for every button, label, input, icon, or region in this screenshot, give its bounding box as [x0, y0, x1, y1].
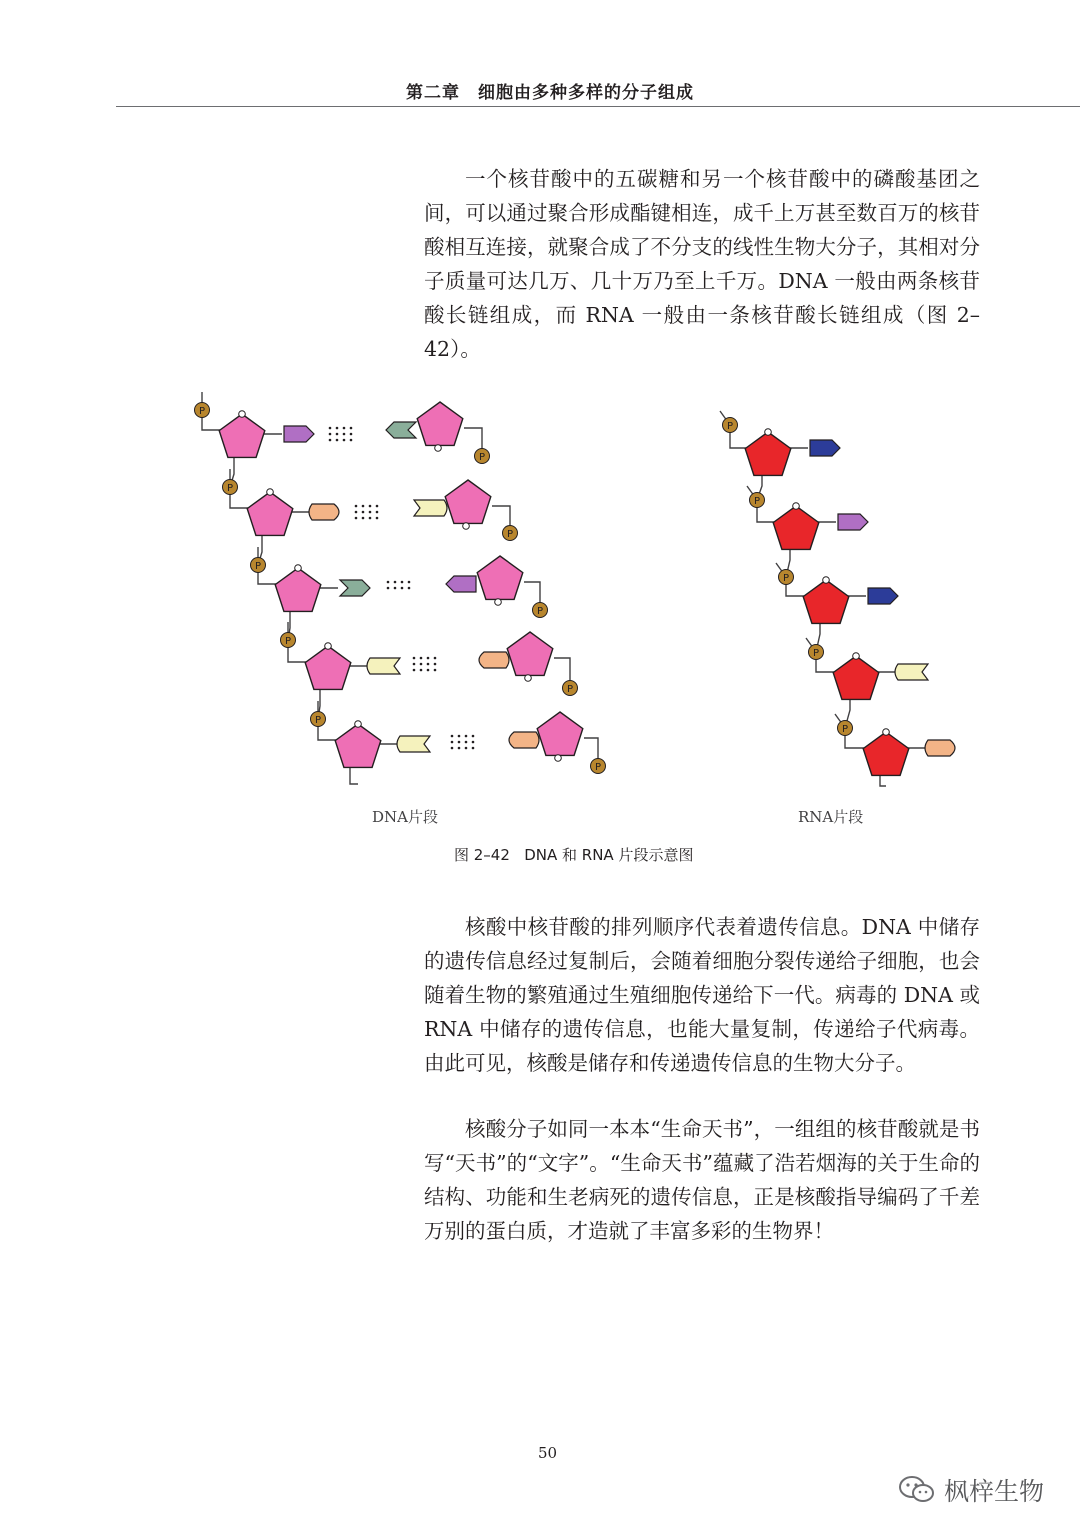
paragraph-genetic-info: 核酸中核苷酸的排列顺序代表着遗传信息。DNA 中储存的遗传信息经过复制后，会随着细胞分裂传递给子细胞，也会随着生物的繁殖通过生殖细胞传递给下一代。病毒的 DNA 或 RNA 中储存的遗传信息，也能大量复制，传递给子代病毒。由此可见，核酸是储存和传递遗传信息的生物大分子。: [424, 915, 980, 1075]
nitrogenous-base-blue: [810, 440, 840, 456]
page-number: 50: [538, 1444, 558, 1462]
hydrogen-bond-dot: [369, 517, 372, 520]
hydroxyl-dot: [823, 577, 830, 584]
deoxyribose-sugar: [247, 492, 293, 535]
deoxyribose-sugar: [863, 732, 909, 775]
hydroxyl-dot: [267, 489, 274, 496]
hydroxyl-dot: [355, 721, 362, 728]
hydroxyl-dot: [495, 599, 502, 606]
deoxyribose-sugar: [275, 568, 321, 611]
deoxyribose-sugar: [833, 656, 879, 699]
hydrogen-bond-dot: [387, 587, 390, 590]
hydrogen-bond-dot: [434, 657, 437, 660]
phosphate-label: P: [314, 715, 322, 726]
phosphate-label: P: [506, 529, 514, 540]
nitrogenous-base-purple: [838, 514, 868, 530]
phosphate-label: P: [536, 606, 544, 617]
hydrogen-bond-dot: [343, 427, 346, 430]
hydroxyl-dot: [239, 411, 246, 418]
hydrogen-bond-dot: [355, 505, 358, 508]
hydrogen-bond-dot: [329, 433, 332, 436]
hydrogen-bond-dot: [427, 663, 430, 666]
chapter-title: 第二章 细胞由多种多样的分子组成: [406, 83, 694, 103]
watermark-text: 枫梓生物: [944, 1477, 1045, 1506]
nitrogenous-base-orange: [309, 504, 339, 520]
rna-fragment-label: RNA片段: [798, 808, 864, 826]
hydrogen-bond-dot: [427, 657, 430, 660]
hydrogen-bond-dot: [362, 505, 365, 508]
deoxyribose-sugar: [219, 414, 265, 457]
hydrogen-bond-dot: [329, 439, 332, 442]
hydrogen-bond-dot: [394, 581, 397, 584]
hydrogen-bond-dot: [387, 581, 390, 584]
dna-rna-figure: [180, 380, 1000, 810]
hydrogen-bond-dot: [451, 735, 454, 738]
hydrogen-bond-dot: [434, 663, 437, 666]
nitrogenous-base-green: [386, 422, 416, 438]
hydrogen-bond-dot: [413, 657, 416, 660]
phosphate-label: P: [284, 636, 292, 647]
hydrogen-bond-dot: [408, 581, 411, 584]
hydrogen-bond-dot: [465, 741, 468, 744]
phosphate-label: P: [812, 648, 820, 659]
hydrogen-bond-dot: [329, 427, 332, 430]
hydrogen-bond-dot: [355, 517, 358, 520]
hydrogen-bond-dot: [336, 427, 339, 430]
nitrogenous-base-purple: [284, 426, 314, 442]
phosphate-label: P: [753, 496, 761, 507]
hydroxyl-dot: [853, 653, 860, 660]
hydrogen-bond-dot: [408, 587, 411, 590]
phosphate-label: P: [198, 406, 206, 417]
nitrogenous-base-yellow: [895, 664, 928, 680]
header-rule: [116, 106, 1080, 107]
hydrogen-bond-dot: [465, 735, 468, 738]
hydrogen-bond-dot: [427, 669, 430, 672]
phosphate-label: P: [566, 684, 574, 695]
wechat-logo-icon: [898, 1475, 936, 1505]
dna-fragment-label: DNA片段: [372, 808, 438, 826]
phosphate-label: P: [254, 561, 262, 572]
hydrogen-bond-dot: [369, 511, 372, 514]
hydroxyl-dot: [883, 729, 890, 736]
hydrogen-bond-dot: [472, 747, 475, 750]
hydrogen-bond-dot: [350, 433, 353, 436]
deoxyribose-sugar: [537, 712, 583, 755]
hydrogen-bond-dot: [362, 517, 365, 520]
hydrogen-bond-dot: [394, 587, 397, 590]
deoxyribose-sugar: [477, 556, 523, 599]
hydrogen-bond-dot: [420, 657, 423, 660]
hydrogen-bond-dot: [413, 669, 416, 672]
hydroxyl-dot: [325, 643, 332, 650]
hydrogen-bond-dot: [420, 669, 423, 672]
hydrogen-bond-dot: [350, 439, 353, 442]
watermark: [898, 1470, 1044, 1510]
hydrogen-bond-dot: [355, 511, 358, 514]
nitrogenous-base-purple: [446, 576, 476, 592]
nitrogenous-base-yellow: [397, 736, 430, 752]
hydrogen-bond-dot: [465, 747, 468, 750]
hydroxyl-dot: [435, 445, 442, 452]
paragraph-book-of-life: 核酸分子如同一本本“生命天书”，一组组的核苷酸就是书写“天书”的“文字”。“生命天书”蕴藏了浩若烟海的关于生命的结构、功能和生老病死的遗传信息，正是核酸指导编码了千差万别的蛋白质，才造就了丰富多彩的生物界！: [424, 1117, 980, 1243]
hydrogen-bond-dot: [362, 511, 365, 514]
phosphate-label: P: [594, 762, 602, 773]
hydrogen-bond-dot: [401, 587, 404, 590]
hydrogen-bond-dot: [336, 439, 339, 442]
hydrogen-bond-dot: [472, 735, 475, 738]
deoxyribose-sugar: [803, 580, 849, 623]
hydrogen-bond-dot: [472, 741, 475, 744]
phosphate-label: P: [841, 724, 849, 735]
hydrogen-bond-dot: [350, 427, 353, 430]
phosphate-label: P: [726, 421, 734, 432]
phosphate-label: P: [782, 573, 790, 584]
phosphate-label: P: [226, 483, 234, 494]
hydrogen-bond-dot: [376, 517, 379, 520]
nitrogenous-base-blue: [868, 588, 898, 604]
hydrogen-bond-dot: [420, 663, 423, 666]
hydroxyl-dot: [525, 675, 532, 682]
paragraph-polymerization: 一个核苷酸中的五碳糖和另一个核苷酸中的磷酸基团之间，可以通过聚合形成酯键相连，成千上万甚至数百万的核苷酸相互连接，就聚合成了不分支的线性生物大分子，其相对分子质量可达几万、几十万乃至上千万。DNA 一般由两条核苷酸长链组成，而 RNA 一般由一条核苷酸长链组成（图 2–42）。: [424, 167, 980, 361]
dna-rna-diagram: [180, 380, 1000, 810]
hydrogen-bond-dot: [451, 747, 454, 750]
nitrogenous-base-yellow: [414, 500, 447, 516]
hydrogen-bond-dot: [401, 581, 404, 584]
deoxyribose-sugar: [417, 402, 463, 445]
hydrogen-bond-dot: [434, 669, 437, 672]
hydrogen-bond-dot: [413, 663, 416, 666]
phosphate-label: P: [478, 452, 486, 463]
deoxyribose-sugar: [773, 506, 819, 549]
nitrogenous-base-yellow: [367, 658, 400, 674]
hydrogen-bond-dot: [458, 735, 461, 738]
nitrogenous-base-orange: [479, 652, 509, 668]
hydroxyl-dot: [793, 503, 800, 510]
hydroxyl-dot: [555, 755, 562, 762]
nitrogenous-base-green: [340, 580, 370, 596]
deoxyribose-sugar: [335, 724, 381, 767]
backbone-line: [350, 768, 358, 784]
hydrogen-bond-dot: [458, 747, 461, 750]
backbone-line: [880, 776, 886, 786]
hydroxyl-dot: [765, 429, 772, 436]
nitrogenous-base-orange: [509, 732, 539, 748]
deoxyribose-sugar: [745, 432, 791, 475]
hydrogen-bond-dot: [343, 433, 346, 436]
hydrogen-bond-dot: [451, 741, 454, 744]
hydroxyl-dot: [295, 565, 302, 572]
nitrogenous-base-orange: [925, 740, 955, 756]
hydrogen-bond-dot: [343, 439, 346, 442]
figure-caption: 图 2–42 DNA 和 RNA 片段示意图: [454, 846, 694, 864]
hydrogen-bond-dot: [369, 505, 372, 508]
page-header: [0, 72, 1080, 108]
deoxyribose-sugar: [305, 646, 351, 689]
hydrogen-bond-dot: [376, 505, 379, 508]
deoxyribose-sugar: [507, 632, 553, 675]
hydroxyl-dot: [463, 523, 470, 530]
deoxyribose-sugar: [445, 480, 491, 523]
hydrogen-bond-dot: [336, 433, 339, 436]
hydrogen-bond-dot: [458, 741, 461, 744]
hydrogen-bond-dot: [376, 511, 379, 514]
